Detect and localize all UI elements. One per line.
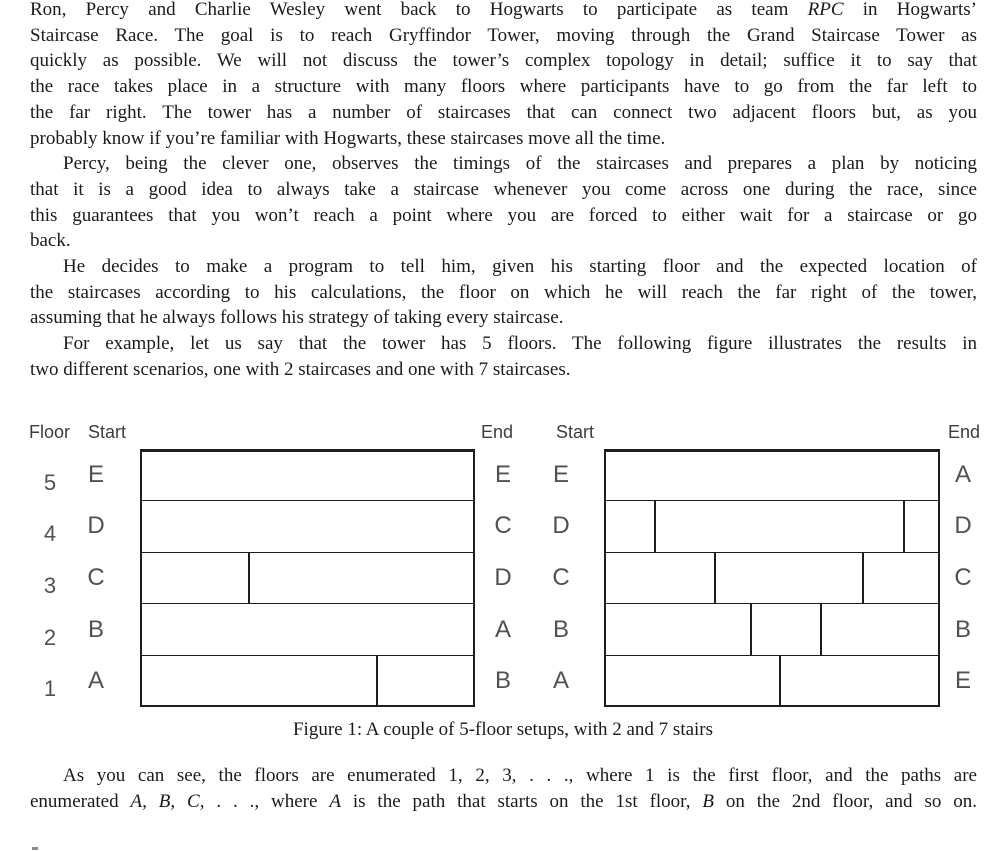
text-run: Staircase Race. The goal is to reach Gryffindor Tower, moving through the Grand Staircase Tower as — [30, 24, 977, 46]
paragraph — [30, 331, 977, 382]
italic-text: RPC — [807, 0, 844, 20]
floor-divider-line — [604, 603, 940, 604]
path-end-label: D — [954, 512, 972, 540]
path-start-label: D — [552, 512, 570, 540]
text-run: enumerated — [30, 790, 131, 812]
text-line — [30, 203, 977, 229]
problem-statement-text — [30, 0, 977, 383]
path-start-label: A — [552, 667, 570, 695]
text-line — [30, 100, 977, 126]
column-header: End — [481, 422, 514, 442]
column-header: Start — [88, 422, 127, 442]
path-end-label: C — [954, 564, 972, 591]
text-run: , . . ., where — [199, 790, 330, 812]
path-start-label: B — [552, 615, 570, 643]
text-run: For example, let us say that the tower has 5 floors. The following figure illustrates the results in — [63, 333, 977, 355]
text-run: the staircases according to his calculations, the floor on which he will reach the far right of the tower, — [30, 281, 977, 303]
floor-number: 4 — [43, 521, 57, 547]
text-run: on the 2nd floor, and so on. — [714, 790, 977, 812]
text-run: back. — [30, 230, 71, 252]
text-line — [30, 177, 977, 203]
text-run: the race takes place in a structure with many floors where participants have to go from the far left to — [30, 76, 977, 98]
staircase-line — [376, 655, 378, 708]
staircase-line — [248, 552, 249, 605]
path-end-label: E — [954, 667, 972, 695]
staircase-line — [820, 603, 821, 656]
path-start-label: C — [552, 564, 570, 591]
staircase-line — [862, 552, 864, 605]
column-header: End — [948, 422, 981, 442]
floor-number: 2 — [43, 624, 57, 650]
text-run: He decides to make a program to tell him, given his starting floor and the expected location of — [63, 256, 977, 278]
figure-caption: Figure 1: A couple of 5-floor setups, with 2 and 7 stairs — [292, 719, 714, 740]
text-run: Percy, being the clever one, observes the timings of the staircases and prepares a plan by noticing — [63, 153, 977, 175]
text-run: two different scenarios, one with 2 staircases and one with 7 staircases. — [30, 358, 571, 380]
staircase-line — [779, 655, 781, 708]
floor-number: 1 — [43, 676, 57, 702]
paragraph — [30, 763, 977, 814]
text-line — [30, 305, 977, 331]
column-header: Floor — [29, 422, 71, 442]
text-line — [30, 228, 977, 254]
text-line — [30, 331, 977, 357]
text-line — [30, 789, 977, 815]
paragraph — [30, 254, 977, 331]
floor-diagram-box — [140, 449, 475, 707]
text-run: the far right. The tower has a number of staircases that can connect two adjacent floors but, as you — [30, 101, 977, 123]
text-line — [30, 254, 977, 280]
text-run: assuming that he always follows his strategy of taking every staircase. — [30, 307, 564, 329]
floor-divider-line — [140, 655, 475, 656]
text-line — [30, 23, 977, 49]
path-end-label: C — [494, 512, 512, 540]
path-start-label: E — [552, 460, 570, 488]
floor-divider-line — [140, 603, 475, 604]
path-end-label: A — [494, 615, 512, 643]
italic-text: A, B, C — [130, 790, 200, 812]
text-line — [30, 0, 977, 23]
italic-text: A — [329, 790, 341, 812]
cut-off-text-artifact — [32, 847, 38, 850]
text-line — [30, 48, 977, 74]
text-line — [30, 280, 977, 306]
paragraph — [30, 151, 977, 254]
staircase-line — [750, 603, 751, 656]
staircase-line — [714, 552, 716, 605]
problem-statement-text-continued — [30, 763, 977, 814]
staircase-line — [903, 500, 905, 553]
text-run: is the path that starts on the 1st floor, — [340, 790, 703, 812]
floor-number: 3 — [43, 573, 57, 598]
text-line — [30, 74, 977, 100]
floor-number: 5 — [43, 469, 57, 495]
text-run: probably know if you’re familiar with Hogwarts, these staircases move all the time. — [30, 127, 666, 149]
floor-divider-line — [604, 655, 940, 656]
text-run: this guarantees that you won’t reach a point where you are forced to either wait for a staircase or go — [30, 204, 977, 226]
path-end-label: B — [494, 667, 512, 695]
text-line — [30, 151, 977, 177]
italic-text: B — [702, 790, 715, 812]
text-run: Ron, Percy and Charlie Wesley went back to Hogwarts to participate as team — [30, 0, 808, 20]
path-start-label: E — [87, 460, 105, 488]
floor-diagram-box — [604, 449, 940, 707]
text-run: As you can see, the floors are enumerated 1, 2, 3, . . ., where 1 is the first floor, and the paths are — [63, 765, 977, 786]
text-run: quickly as possible. We will not discuss the tower’s complex topology in detail; suffice it to say that — [30, 50, 977, 72]
floor-divider-line — [140, 500, 475, 501]
path-start-label: A — [87, 667, 105, 695]
staircase-line — [654, 500, 655, 553]
path-start-label: B — [87, 615, 105, 643]
path-end-label: E — [494, 460, 512, 488]
paragraph — [30, 0, 977, 151]
path-start-label: C — [87, 564, 105, 591]
path-end-label: A — [954, 460, 972, 488]
text-run: that it is a good idea to always take a staircase whenever you come across one during the race, since — [30, 178, 977, 200]
text-line — [30, 763, 977, 789]
text-line — [30, 126, 977, 152]
text-run: in Hogwarts’ — [843, 0, 978, 20]
floor-divider-line — [140, 552, 475, 553]
path-end-label: B — [954, 615, 972, 643]
path-start-label: D — [87, 512, 105, 540]
column-header: Start — [556, 422, 595, 442]
text-line — [30, 357, 977, 383]
path-end-label: D — [494, 564, 512, 591]
